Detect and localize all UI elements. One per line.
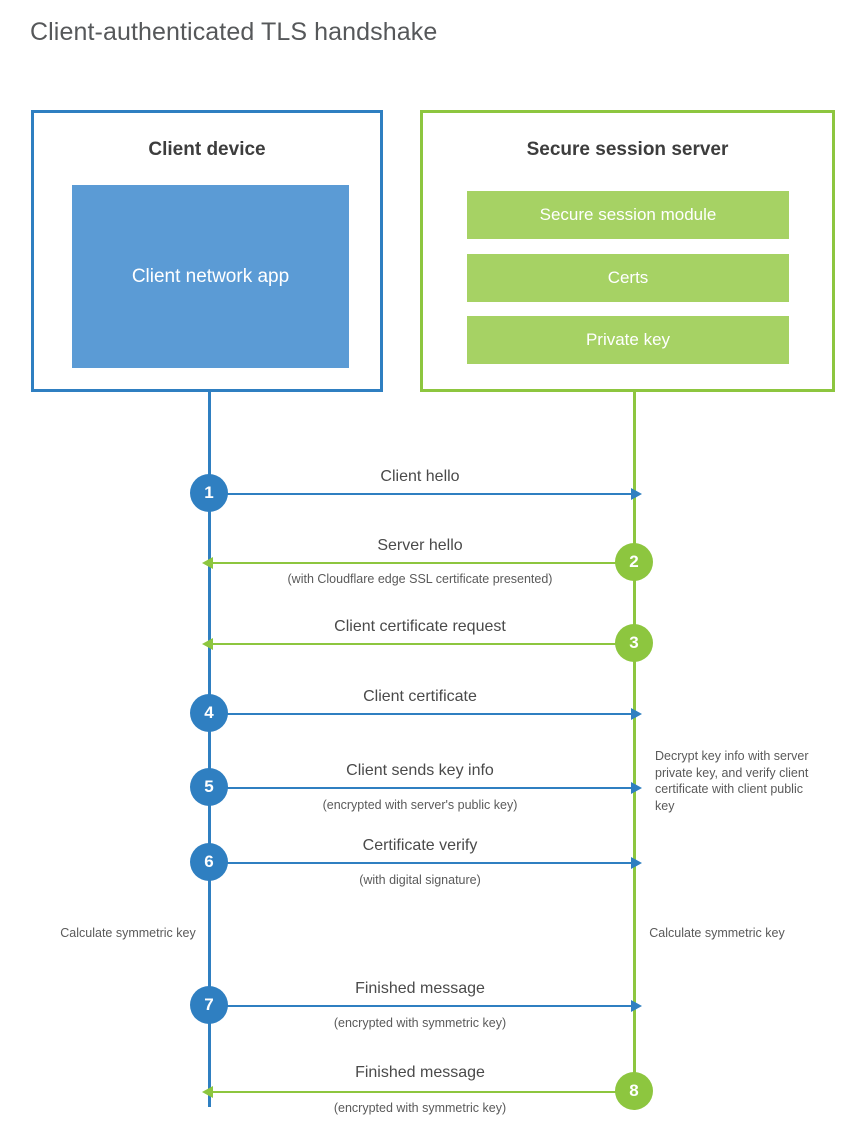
client-device-title: Client device xyxy=(148,139,266,160)
step-2-label: Server hello xyxy=(377,537,463,554)
step-8-label: Finished message xyxy=(355,1064,485,1081)
secure-session-server-panel xyxy=(420,110,835,392)
arrow-head-left-icon xyxy=(202,557,213,569)
secure-session-server-title: Secure session server xyxy=(526,139,729,160)
private-key-box: Private key xyxy=(467,316,789,364)
client-network-app-box: Client network app xyxy=(72,185,349,368)
step-3-label: Client certificate request xyxy=(334,618,506,635)
client-device-panel xyxy=(31,110,383,392)
step-4-label: Client certificate xyxy=(363,688,477,705)
step-8-sublabel: (encrypted with symmetric key) xyxy=(333,1101,507,1115)
step-6-sublabel: (with digital signature) xyxy=(359,873,481,887)
step-7-label: Finished message xyxy=(355,980,485,997)
step-5-sublabel: (encrypted with server's public key) xyxy=(322,798,518,812)
step-circle-1: 1 xyxy=(190,474,228,512)
step-2-sublabel: (with Cloudflare edge SSL certificate presented) xyxy=(287,572,553,586)
step-7-sublabel: (encrypted with symmetric key) xyxy=(333,1016,507,1030)
arrow-step-1 xyxy=(210,493,632,495)
arrow-head-right-icon xyxy=(631,488,642,500)
step-circle-8: 8 xyxy=(615,1072,653,1110)
arrow-head-left-icon xyxy=(202,1086,213,1098)
step-6-label: Certificate verify xyxy=(362,837,478,854)
secure-session-module-box: Secure session module xyxy=(467,191,789,239)
client-calculate-note: Calculate symmetric key xyxy=(60,926,196,940)
arrow-step-2 xyxy=(212,562,634,564)
arrow-step-3 xyxy=(212,643,634,645)
step-5-label: Client sends key info xyxy=(346,762,494,779)
arrow-step-7 xyxy=(210,1005,632,1007)
arrow-head-right-icon xyxy=(631,782,642,794)
step-circle-7: 7 xyxy=(190,986,228,1024)
step-1-label: Client hello xyxy=(380,468,460,485)
arrow-step-5 xyxy=(210,787,632,789)
arrow-head-right-icon xyxy=(631,1000,642,1012)
arrow-head-right-icon xyxy=(631,857,642,869)
arrow-head-left-icon xyxy=(202,638,213,650)
arrow-head-right-icon xyxy=(631,708,642,720)
step-circle-3: 3 xyxy=(615,624,653,662)
arrow-step-8 xyxy=(212,1091,634,1093)
step-circle-5: 5 xyxy=(190,768,228,806)
step-circle-4: 4 xyxy=(190,694,228,732)
certs-box: Certs xyxy=(467,254,789,302)
step-circle-6: 6 xyxy=(190,843,228,881)
server-decrypt-note: Decrypt key info with server private key, and verify client certificate with client public key xyxy=(655,749,809,813)
step-circle-2: 2 xyxy=(615,543,653,581)
arrow-step-4 xyxy=(210,713,632,715)
arrow-step-6 xyxy=(210,862,632,864)
page-title: Client-authenticated TLS handshake xyxy=(30,18,438,46)
server-calculate-note: Calculate symmetric key xyxy=(649,926,785,940)
